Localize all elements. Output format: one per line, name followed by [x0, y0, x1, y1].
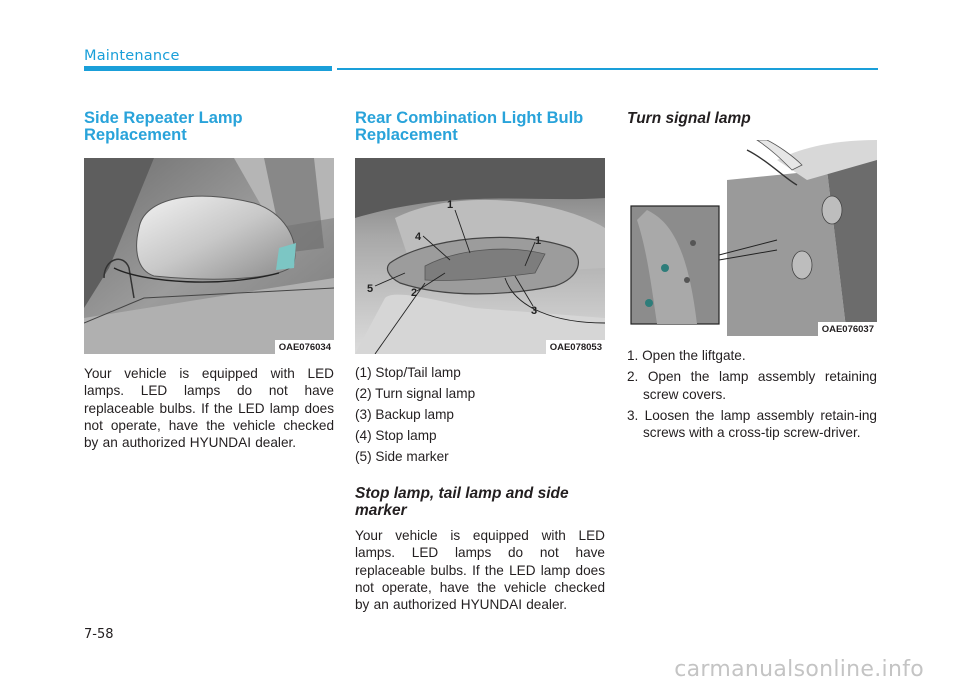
liftgate-illustration	[627, 140, 877, 336]
rear-lamp-illustration	[355, 158, 605, 354]
subtitle-turn-signal: Turn signal lamp	[627, 110, 751, 127]
figure-liftgate	[627, 140, 877, 336]
header-rule-thin	[337, 68, 878, 70]
callout-1b: 1	[535, 235, 542, 247]
section-title-rear-combination: Rear Combination Light Bulb Replacement	[355, 109, 584, 144]
callout-1a: 1	[447, 199, 454, 211]
body-text-stop-lamp: Your vehicle is equipped with LED lamps. LED lamps do not have replaceable bulbs. If the LED lamp does not operate, have the vehicle checked by an authorized HYUNDAI dealer.	[355, 528, 605, 613]
figure-code: OAE076037	[818, 322, 877, 336]
section-title-side-repeater: Side Repeater Lamp Replacement	[84, 109, 243, 144]
callout-4: 4	[415, 231, 422, 243]
list-item: (2) Turn signal lamp	[355, 386, 476, 401]
page-number: 7-58	[84, 627, 114, 642]
step-item: 1. Open the liftgate.	[627, 348, 746, 363]
list-item: (3) Backup lamp	[355, 407, 454, 422]
callout-3: 3	[531, 305, 538, 317]
watermark: carmanualsonline.info	[674, 657, 924, 682]
lamp-list	[355, 362, 605, 467]
step-item: 2. Open the lamp assembly retaining screw covers.	[627, 369, 877, 402]
callout-2: 2	[411, 287, 418, 299]
list-item: (1) Stop/Tail lamp	[355, 365, 461, 380]
header-rule-thick	[84, 66, 332, 71]
side-mirror-illustration	[84, 158, 334, 354]
subtitle-stop-tail-side: Stop lamp, tail lamp and side marker	[355, 485, 569, 519]
column-rear-combination	[355, 110, 605, 613]
callout-5: 5	[367, 283, 374, 295]
steps-list	[627, 347, 877, 441]
figure-code: OAE076034	[275, 340, 334, 354]
column-turn-signal	[627, 110, 877, 445]
figure-code: OAE078053	[546, 340, 605, 354]
body-text-side-repeater: Your vehicle is equipped with LED lamps. LED lamps do not have replaceable bulbs. If the LED lamp does not operate, have the vehicle checked by an authorized HYUNDAI dealer.	[84, 366, 334, 451]
list-item: (4) Stop lamp	[355, 428, 437, 443]
list-item: (5) Side marker	[355, 449, 449, 464]
section-header: Maintenance	[84, 48, 180, 64]
figure-side-mirror	[84, 158, 334, 354]
figure-rear-lamp	[355, 158, 605, 354]
step-item: 3. Loosen the lamp assembly retain-ing screws with a cross-tip screw-driver.	[627, 407, 877, 441]
column-side-repeater	[84, 110, 334, 451]
